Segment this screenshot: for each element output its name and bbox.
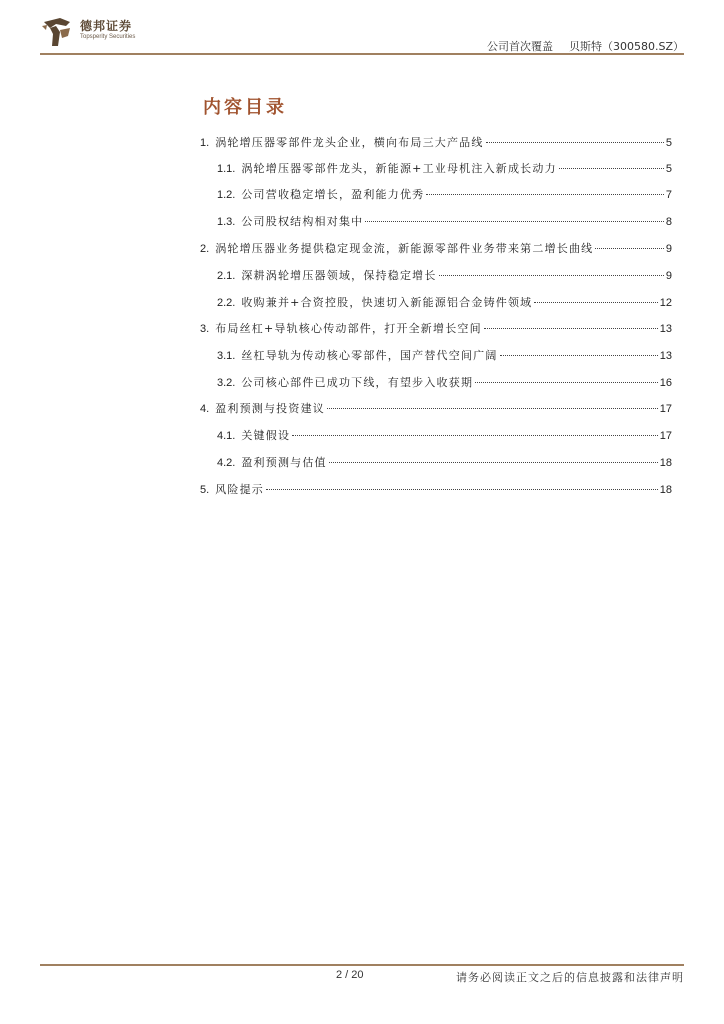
toc-entry-3-2[interactable] [217, 374, 672, 392]
toc-entry-page: 8 [665, 216, 672, 228]
toc-leader-dots [329, 462, 658, 463]
toc-entry-page: 5 [665, 137, 672, 149]
toc-entry-number: 2.1. [217, 270, 236, 282]
toc-entry-page: 17 [659, 430, 672, 442]
toc-entry-page: 18 [659, 484, 672, 496]
toc-entry-number: 4.2. [217, 457, 236, 469]
toc-leader-dots [266, 489, 658, 490]
toc-entry-page: 9 [665, 270, 672, 282]
toc-entry-number: 1.1. [217, 163, 236, 175]
disclaimer-note: 请务必阅读正文之后的信息披露和法律声明 [456, 971, 684, 984]
toc-entry-4-1[interactable] [217, 427, 672, 445]
toc-entry-text: 布局丝杠+导轨核心传动部件，打开全新增长空间 [215, 322, 482, 335]
toc-entry-number: 2. [200, 243, 210, 255]
toc-leader-dots [327, 408, 658, 409]
toc-entry-1-1[interactable] [217, 160, 672, 178]
toc-entry-number: 4. [200, 403, 210, 415]
toc-entry-number: 1. [200, 137, 210, 149]
toc-entry-number: 2.2. [217, 297, 236, 309]
toc-entry-number: 3. [200, 323, 210, 335]
toc-entry-page: 12 [659, 297, 672, 309]
toc-entry-text: 涡轮增压器业务提供稳定现金流，新能源零部件业务带来第二增长曲线 [215, 242, 594, 255]
toc-entry-text: 深耕涡轮增压器领域，保持稳定增长 [241, 269, 437, 282]
toc-entry-number: 1.3. [217, 216, 236, 228]
footer-divider [40, 964, 684, 966]
toc-leader-dots [595, 248, 663, 249]
toc-entry-2-1[interactable] [217, 267, 672, 285]
page-header [40, 14, 684, 58]
toc-entry-1-3[interactable] [217, 213, 672, 231]
company-logo [40, 14, 180, 50]
toc-entry-text: 关键假设 [241, 429, 291, 442]
toc-entry-2[interactable] [200, 240, 672, 258]
report-header-info [487, 38, 684, 54]
toc-entry-page: 13 [659, 350, 672, 362]
header-divider [40, 53, 684, 55]
toc-entry-text: 公司营收稳定增长，盈利能力优秀 [241, 188, 425, 201]
toc-leader-dots [475, 382, 658, 383]
toc-entry-text: 公司股权结构相对集中 [241, 215, 364, 228]
toc-leader-dots [559, 168, 664, 169]
report-type: 公司首次覆盖 [486, 40, 553, 53]
toc-entry-number: 1.2. [217, 189, 236, 201]
toc-entry-text: 风险提示 [215, 483, 264, 496]
toc-entry-text: 公司核心部件已成功下线，有望步入收获期 [241, 376, 474, 389]
logo-english-name: Topsperity Securities [80, 34, 136, 40]
toc-entry-1-2[interactable] [217, 186, 672, 204]
toc-entry-page: 17 [659, 403, 672, 415]
toc-entry-number: 5. [200, 484, 210, 496]
toc-leader-dots [500, 355, 658, 356]
toc-entry-number: 3.1. [217, 350, 236, 362]
toc-leader-dots [292, 435, 658, 436]
toc-entry-2-2[interactable] [217, 294, 672, 312]
toc-entry-text: 收购兼并+合资控股，快速切入新能源铝合金铸件领域 [241, 296, 533, 309]
toc-entry-5[interactable] [200, 481, 672, 499]
company-ticker: 贝斯特（300580.SZ） [568, 40, 684, 53]
toc-title: 内容目录 [203, 97, 287, 118]
toc-entry-page: 13 [659, 323, 672, 335]
logo-chinese-name: 德邦证券 [80, 19, 133, 33]
toc-entry-1[interactable] [200, 134, 672, 152]
toc-leader-dots [365, 221, 664, 222]
toc-entry-3-1[interactable] [217, 347, 672, 365]
toc-entry-page: 9 [665, 243, 672, 255]
toc-entry-number: 4.1. [217, 430, 236, 442]
toc-entry-page: 16 [659, 377, 672, 389]
toc-entry-text: 涡轮增压器零部件龙头，新能源+工业母机注入新成长动力 [241, 162, 557, 175]
toc-entry-4-2[interactable] [217, 454, 672, 472]
toc-entry-4[interactable] [200, 400, 672, 418]
toc-entry-text: 丝杠导轨为传动核心零部件，国产替代空间广阔 [241, 349, 498, 362]
toc-leader-dots [534, 302, 657, 303]
logo-mark-icon [40, 16, 74, 48]
toc-entry-text: 盈利预测与估值 [241, 456, 327, 469]
toc-entry-page: 7 [665, 189, 672, 201]
toc-leader-dots [486, 142, 664, 143]
toc-entry-text: 涡轮增压器零部件龙头企业，横向布局三大产品线 [215, 136, 484, 149]
toc-leader-dots [426, 194, 664, 195]
toc-entry-text: 盈利预测与投资建议 [215, 402, 325, 415]
toc-leader-dots [484, 328, 658, 329]
page-indicator: 2 / 20 [336, 969, 364, 981]
toc-leader-dots [439, 275, 664, 276]
toc-entry-page: 5 [665, 163, 672, 175]
toc-entry-page: 18 [659, 457, 672, 469]
toc-entry-number: 3.2. [217, 377, 236, 389]
toc-entry-3[interactable] [200, 320, 672, 338]
